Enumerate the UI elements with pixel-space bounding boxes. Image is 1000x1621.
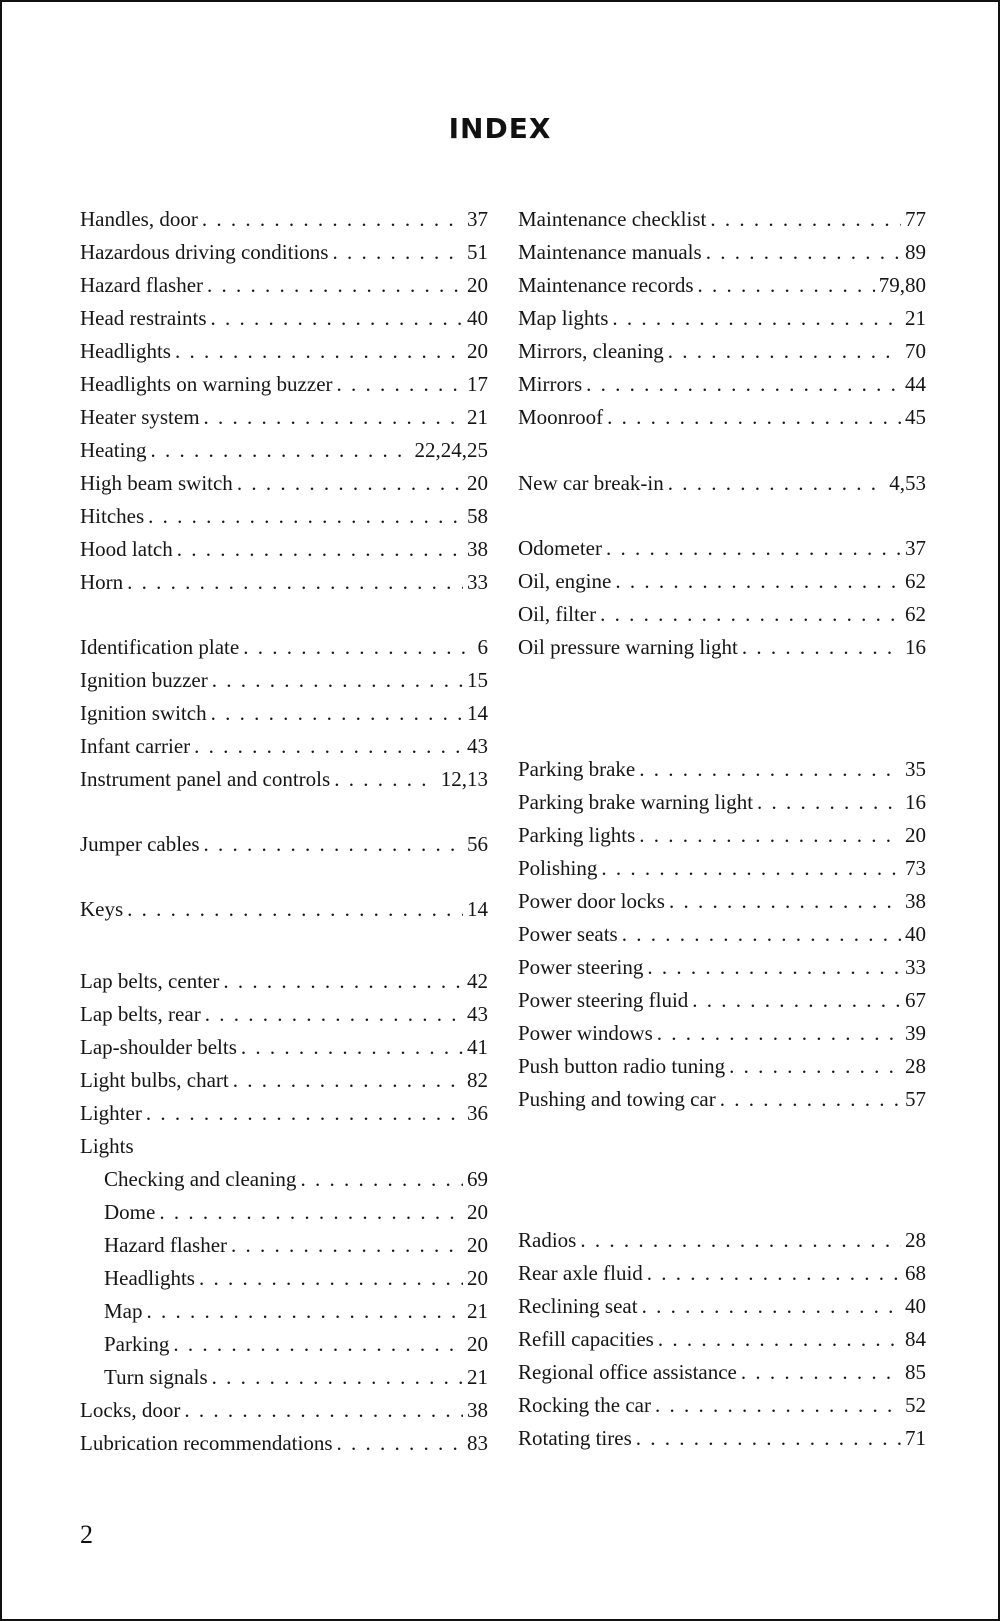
index-entry <box>80 630 488 664</box>
index-entry <box>104 1195 488 1229</box>
dot-leader <box>741 1355 901 1389</box>
index-page-ref: 20 <box>467 1200 488 1224</box>
index-page-ref: 36 <box>467 1101 488 1125</box>
dot-leader <box>710 202 901 236</box>
dot-leader <box>706 235 901 269</box>
index-entry <box>80 235 488 269</box>
index-entry <box>518 301 926 335</box>
index-term: Map lights <box>518 306 609 330</box>
index-term: High beam switch <box>80 471 233 495</box>
index-entry <box>518 597 926 631</box>
index-entry <box>518 466 926 500</box>
index-page-ref: 33 <box>905 955 926 979</box>
dot-leader <box>211 301 463 335</box>
index-entry <box>518 334 926 368</box>
index-page-ref: 67 <box>905 988 926 1012</box>
index-term: Odometer <box>518 536 602 560</box>
index-page-ref: 28 <box>905 1228 926 1252</box>
index-page-ref: 16 <box>905 635 926 659</box>
index-entry <box>518 1322 926 1356</box>
index-page-ref: 20 <box>905 823 926 847</box>
index-entry <box>518 851 926 885</box>
index-page-ref: 52 <box>905 1393 926 1417</box>
index-term: Oil pressure warning light <box>518 635 738 659</box>
index-term: Lap belts, rear <box>80 1002 201 1026</box>
index-term: Mirrors <box>518 372 583 396</box>
dot-leader <box>212 663 463 697</box>
index-page-ref: 6 <box>477 635 488 659</box>
index-page-ref: 15 <box>467 668 488 692</box>
index-term: Power steering fluid <box>518 988 689 1012</box>
dot-leader <box>223 964 463 998</box>
index-term: Handles, door <box>80 207 198 231</box>
dot-leader <box>207 268 463 302</box>
index-entry <box>104 1294 488 1328</box>
index-entry <box>80 1063 488 1097</box>
index-page-ref: 40 <box>905 922 926 946</box>
index-entry <box>104 1261 488 1295</box>
index-page-ref: 71 <box>905 1426 926 1450</box>
index-page-ref: 21 <box>905 306 926 330</box>
index-entry <box>80 367 488 401</box>
index-entry <box>80 433 488 467</box>
dot-leader <box>668 334 901 368</box>
index-term: Headlights on warning buzzer <box>80 372 333 396</box>
index-entry <box>104 1162 488 1196</box>
index-term: Lap-shoulder belts <box>80 1035 237 1059</box>
index-page-ref: 40 <box>905 1294 926 1318</box>
dot-leader <box>600 597 901 631</box>
index-page-ref: 20 <box>467 1266 488 1290</box>
index-term: Headlights <box>104 1266 195 1290</box>
index-term: Turn signals <box>104 1365 208 1389</box>
index-page-ref: 20 <box>467 1233 488 1257</box>
dot-leader <box>241 1030 463 1064</box>
index-page-ref: 41 <box>467 1035 488 1059</box>
dot-leader <box>184 1393 463 1427</box>
dot-leader <box>639 818 901 852</box>
index-entry <box>518 1016 926 1050</box>
dot-leader <box>657 1016 901 1050</box>
dot-leader <box>150 433 410 467</box>
dot-leader <box>332 235 463 269</box>
index-term: Hazard flasher <box>104 1233 228 1257</box>
dot-leader <box>337 367 463 401</box>
index-page-ref: 84 <box>905 1327 926 1351</box>
index-entry <box>80 892 488 926</box>
index-entry <box>80 268 488 302</box>
index-page-ref: 20 <box>467 339 488 363</box>
index-entry <box>518 531 926 565</box>
dot-leader <box>639 752 901 786</box>
index-entry <box>518 400 926 434</box>
index-term: Parking brake <box>518 757 636 781</box>
index-term: Polishing <box>518 856 598 880</box>
index-term: Moonroof <box>518 405 604 429</box>
dot-leader <box>233 1063 463 1097</box>
index-term: Push button radio tuning <box>518 1054 726 1078</box>
index-term: Regional office assistance <box>518 1360 737 1384</box>
index-term: Lighter <box>80 1101 142 1125</box>
index-page-ref: 51 <box>467 240 488 264</box>
index-entry <box>518 818 926 852</box>
index-term: Parking lights <box>518 823 636 847</box>
dot-leader <box>237 466 463 500</box>
index-entry <box>80 400 488 434</box>
dot-leader <box>692 983 901 1017</box>
index-page-ref: 20 <box>467 1332 488 1356</box>
index-term: Reclining seat <box>518 1294 638 1318</box>
index-term: Power door locks <box>518 889 665 913</box>
index-term: Instrument panel and controls <box>80 767 331 791</box>
index-entry <box>518 1289 926 1323</box>
index-term: Map <box>104 1299 143 1323</box>
index-term: Refill capacities <box>518 1327 654 1351</box>
index-page-ref: 44 <box>905 372 926 396</box>
dot-leader <box>586 367 901 401</box>
index-entry <box>80 499 488 533</box>
index-term: Rotating tires <box>518 1426 632 1450</box>
index-term: Checking and cleaning <box>104 1167 297 1191</box>
index-page-ref: 70 <box>905 339 926 363</box>
index-term: Mirrors, cleaning <box>518 339 664 363</box>
dot-leader <box>148 499 463 533</box>
index-page-ref: 28 <box>905 1054 926 1078</box>
index-page-ref: 83 <box>467 1431 488 1455</box>
index-term: Jumper cables <box>80 832 200 856</box>
dot-leader <box>615 564 901 598</box>
index-term: Identification plate <box>80 635 240 659</box>
index-page-ref: 21 <box>467 1299 488 1323</box>
index-term: Hazard flasher <box>80 273 204 297</box>
index-page-ref: 16 <box>905 790 926 814</box>
index-term: Parking <box>104 1332 170 1356</box>
index-term: Ignition buzzer <box>80 668 208 692</box>
index-entry <box>518 1049 926 1083</box>
index-page-ref: 43 <box>467 734 488 758</box>
index-term: Rocking the car <box>518 1393 651 1417</box>
index-page-ref: 58 <box>467 504 488 528</box>
index-entry <box>80 827 488 861</box>
index-term: Parking brake warning light <box>518 790 754 814</box>
index-entry <box>80 964 488 998</box>
index-term: Heating <box>80 438 147 462</box>
index-page-ref: 73 <box>905 856 926 880</box>
index-page-ref: 33 <box>467 570 488 594</box>
dot-leader <box>127 892 463 926</box>
index-entry <box>518 268 926 302</box>
index-entry <box>518 1223 926 1257</box>
index-entry <box>104 1228 488 1262</box>
index-entry <box>80 1129 488 1163</box>
dot-leader <box>204 400 463 434</box>
index-entry <box>80 532 488 566</box>
index-term: Headlights <box>80 339 171 363</box>
index-entry <box>80 202 488 236</box>
index-entry <box>518 1388 926 1422</box>
dot-leader <box>202 202 463 236</box>
index-page-ref: 69 <box>467 1167 488 1191</box>
index-term: Hitches <box>80 504 145 528</box>
index-entry <box>518 983 926 1017</box>
index-entry <box>518 1082 926 1116</box>
index-page-ref: 21 <box>467 405 488 429</box>
index-entry <box>518 235 926 269</box>
page-number: 2 <box>80 1520 93 1549</box>
index-entry <box>518 1421 926 1455</box>
index-page-ref: 62 <box>905 602 926 626</box>
index-page-ref: 20 <box>467 471 488 495</box>
index-entry <box>80 1393 488 1427</box>
index-entry <box>518 564 926 598</box>
index-entry <box>80 301 488 335</box>
dot-leader <box>212 1360 463 1394</box>
index-page-ref: 38 <box>467 1398 488 1422</box>
index-page-ref: 40 <box>467 306 488 330</box>
index-page-ref: 43 <box>467 1002 488 1026</box>
dot-leader <box>173 1327 463 1361</box>
index-term: Power steering <box>518 955 644 979</box>
dot-leader <box>175 334 463 368</box>
dot-leader <box>655 1388 901 1422</box>
index-entry <box>80 565 488 599</box>
index-page-ref: 62 <box>905 569 926 593</box>
dot-leader <box>757 785 901 819</box>
dot-leader <box>612 301 901 335</box>
index-entry <box>518 630 926 664</box>
index-term: Maintenance records <box>518 273 694 297</box>
dot-leader <box>147 1294 464 1328</box>
index-term: Head restraints <box>80 306 207 330</box>
index-term: Power windows <box>518 1021 653 1045</box>
index-entry <box>80 1096 488 1130</box>
index-entry <box>80 762 488 796</box>
dot-leader <box>642 1289 901 1323</box>
index-entry <box>518 884 926 918</box>
index-entry <box>518 1355 926 1389</box>
dot-leader <box>636 1421 901 1455</box>
index-entry <box>80 696 488 730</box>
index-page-ref: 21 <box>467 1365 488 1389</box>
dot-leader <box>668 466 886 500</box>
dot-leader <box>205 997 463 1031</box>
index-page-ref: 77 <box>905 207 926 231</box>
dot-leader <box>647 1256 901 1290</box>
dot-leader <box>698 268 875 302</box>
index-entry <box>80 1426 488 1460</box>
dot-leader <box>580 1223 901 1257</box>
page-title: INDEX <box>448 112 552 145</box>
dot-leader <box>300 1162 463 1196</box>
index-entry <box>518 785 926 819</box>
index-term: Radios <box>518 1228 577 1252</box>
index-entry <box>518 950 926 984</box>
dot-leader <box>720 1082 901 1116</box>
index-page-ref: 68 <box>905 1261 926 1285</box>
dot-leader <box>211 696 463 730</box>
index-term: Rear axle fluid <box>518 1261 643 1285</box>
dot-leader <box>231 1228 463 1262</box>
index-page-ref: 85 <box>905 1360 926 1384</box>
index-page-ref: 57 <box>905 1087 926 1111</box>
dot-leader <box>194 729 463 763</box>
index-page-ref: 56 <box>467 832 488 856</box>
index-page-ref: 22,24,25 <box>414 438 488 462</box>
index-page-ref: 37 <box>905 536 926 560</box>
index-page-ref: 4,53 <box>889 471 926 495</box>
index-page-ref: 38 <box>905 889 926 913</box>
index-page-ref: 14 <box>467 701 488 725</box>
index-entry <box>80 997 488 1031</box>
dot-leader <box>607 400 901 434</box>
index-page-ref: 42 <box>467 969 488 993</box>
index-page-ref: 82 <box>467 1068 488 1092</box>
index-entry <box>518 1256 926 1290</box>
index-term: Lights <box>80 1134 134 1158</box>
dot-leader <box>658 1322 901 1356</box>
index-page-ref: 20 <box>467 273 488 297</box>
index-page-ref: 37 <box>467 207 488 231</box>
index-entry <box>518 752 926 786</box>
index-page-ref: 89 <box>905 240 926 264</box>
index-page-ref: 79,80 <box>878 273 926 297</box>
dot-leader <box>334 762 437 796</box>
index-entry <box>80 334 488 368</box>
dot-leader <box>647 950 901 984</box>
dot-leader <box>159 1195 463 1229</box>
index-term: Infant carrier <box>80 734 191 758</box>
index-term: Lubrication recommendations <box>80 1431 333 1455</box>
dot-leader <box>199 1261 463 1295</box>
index-term: Maintenance manuals <box>518 240 702 264</box>
index-page-ref: 35 <box>905 757 926 781</box>
index-entry <box>80 466 488 500</box>
dot-leader <box>742 630 901 664</box>
index-term: Oil, filter <box>518 602 597 626</box>
index-term: Dome <box>104 1200 156 1224</box>
index-entry <box>80 1030 488 1064</box>
index-entry <box>80 729 488 763</box>
dot-leader <box>204 827 463 861</box>
index-entry <box>104 1360 488 1394</box>
dot-leader <box>622 917 901 951</box>
index-term: Light bulbs, chart <box>80 1068 229 1092</box>
index-term: Maintenance checklist <box>518 207 707 231</box>
index-term: Heater system <box>80 405 200 429</box>
index-page-ref: 39 <box>905 1021 926 1045</box>
dot-leader <box>337 1426 463 1460</box>
index-page-ref: 17 <box>467 372 488 396</box>
dot-leader <box>669 884 901 918</box>
dot-leader <box>729 1049 901 1083</box>
index-term: Hood latch <box>80 537 173 561</box>
index-term: New car break-in <box>518 471 664 495</box>
dot-leader <box>127 565 463 599</box>
index-term: Locks, door <box>80 1398 181 1422</box>
index-entry <box>80 663 488 697</box>
dot-leader <box>146 1096 463 1130</box>
index-page-ref: 12,13 <box>440 767 488 791</box>
index-entry <box>518 917 926 951</box>
index-page-ref: 38 <box>467 537 488 561</box>
dot-leader <box>601 851 901 885</box>
index-page-ref: 14 <box>467 897 488 921</box>
dot-leader <box>243 630 473 664</box>
index-term: Keys <box>80 897 124 921</box>
index-entry <box>104 1327 488 1361</box>
index-term: Horn <box>80 570 124 594</box>
index-term: Lap belts, center <box>80 969 220 993</box>
index-entry <box>518 367 926 401</box>
index-term: Pushing and towing car <box>518 1087 716 1111</box>
index-page-ref: 45 <box>905 405 926 429</box>
index-term: Power seats <box>518 922 618 946</box>
index-term: Oil, engine <box>518 569 612 593</box>
index-term: Hazardous driving conditions <box>80 240 329 264</box>
dot-leader <box>177 532 463 566</box>
index-term: Ignition switch <box>80 701 207 725</box>
index-entry <box>518 202 926 236</box>
dot-leader <box>606 531 901 565</box>
